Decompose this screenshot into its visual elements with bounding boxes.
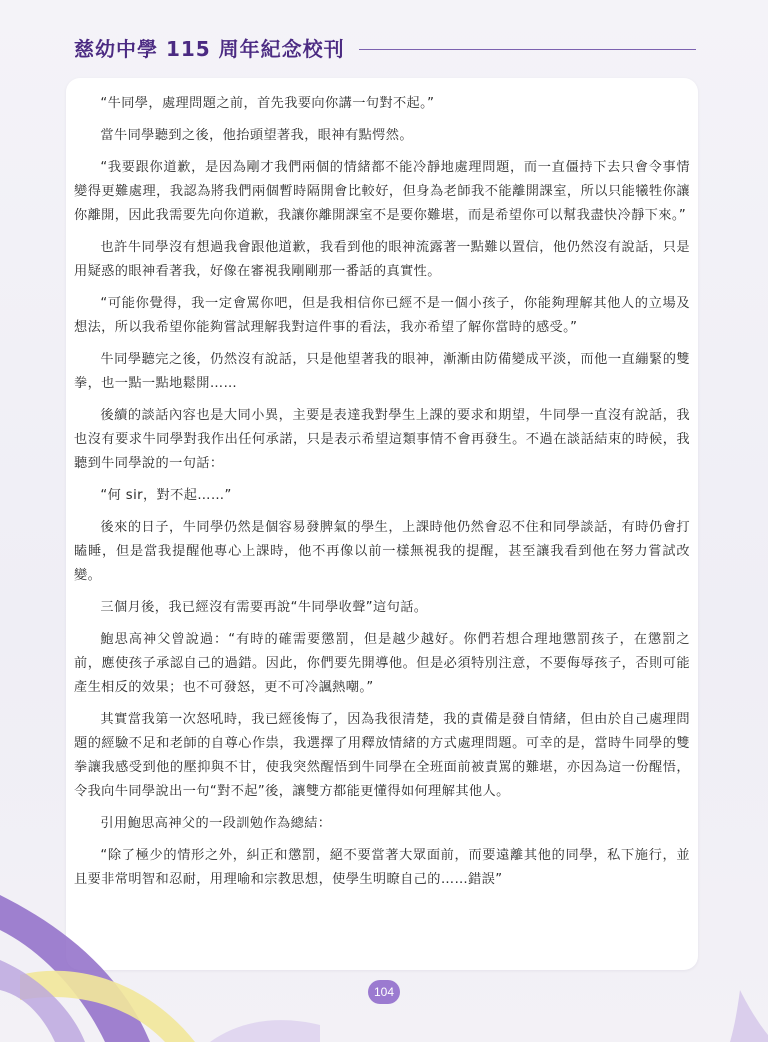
paragraph: “牛同學，處理問題之前，首先我要向你講一句對不起。”: [100, 96, 435, 111]
article-body: [74, 92, 690, 900]
paragraph: 其實當我第一次怒吼時，我已經後悔了，因為我很清楚，我的責備是發自情緒，但由於自己處理問題的經驗不足和老師的自尊心作祟，我選擇了用釋放情緒的方式處理問題。可幸的是，當時牛同學的雙拳讓我感受到他的壓抑與不甘，使我突然醒悟到牛同學在全班面前被責罵的難堪，亦因為這一份醒悟，令我向牛同學說出一句“對不起”後，讓雙方都能更懂得如何理解其他人。: [74, 712, 690, 799]
paragraph: 三個月後，我已經沒有需要再說“牛同學收聲”這句話。: [100, 600, 428, 615]
page-header: [74, 32, 696, 62]
paragraph: 當牛同學聽到之後，他抬頭望著我，眼神有點愕然。: [100, 128, 413, 143]
paragraph: “何 sir，對不起……”: [100, 488, 232, 503]
publication-title: 慈幼中學 115 周年紀念校刊: [74, 36, 345, 61]
paragraph: 後續的談話內容也是大同小異，主要是表達我對學生上課的要求和期望，牛同學一直沒有說話，我也沒有要求牛同學對我作出任何承諾，只是表示希望這類事情不會再發生。不過在談話結束的時候，我聽到牛同學說的一句話：: [74, 408, 690, 471]
paragraph: 鮑思高神父曾說過：“有時的確需要懲罰，但是越少越好。你們若想合理地懲罰孩子，在懲罰之前，應使孩子承認自己的過錯。因此，你們要先開導他。但是必須特別注意，不要侮辱孩子，否則可能產生相反的效果；也不可發怒，更不可冷諷熱嘲。”: [74, 632, 690, 695]
ribbon-light-purple: [210, 1020, 320, 1042]
paragraph: 後來的日子，牛同學仍然是個容易發脾氣的學生，上課時他仍然會忍不住和同學談話，有時仍會打瞌睡，但是當我提醒他專心上課時，他不再像以前一樣無視我的提醒，甚至讓我看到他在努力嘗試改變。: [74, 520, 690, 583]
paragraph: 引用鮑思高神父的一段訓勉作為總結：: [100, 816, 332, 831]
ribbon-lavender: [0, 960, 85, 1042]
paragraph: 也許牛同學沒有想過我會跟他道歉，我看到他的眼神流露著一點難以置信，他仍然沒有說話，只是用疑惑的眼神看著我，好像在審視我剛剛那一番話的真實性。: [74, 240, 690, 279]
paragraph: “我要跟你道歉，是因為剛才我們兩個的情緒都不能冷靜地處理問題，而一直僵持下去只會令事情變得更難處理，我認為將我們兩個暫時隔開會比較好，但身為老師我不能離開課室，所以只能犧牲你讓你離開，因此我需要先向你道歉，我讓你離開課室不是要你難堪，而是希望你可以幫我盡快冷靜下來。”: [74, 160, 690, 223]
ribbon-right-accent: [730, 990, 768, 1042]
page-number-badge: 104: [368, 980, 400, 1004]
paragraph: “除了極少的情形之外，糾正和懲罰，絕不要當著大眾面前，而要遠離其他的同學，私下施行，並且要非常明智和忍耐，用理喻和宗教思想，使學生明瞭自己的……錯誤”: [74, 848, 690, 887]
paragraph: “可能你覺得，我一定會罵你吧，但是我相信你已經不是一個小孩子，你能夠理解其他人的立場及想法，所以我希望你能夠嘗試理解我對這件事的看法，我亦希望了解你當時的感受。”: [74, 296, 690, 335]
paragraph: 牛同學聽完之後，仍然沒有說話，只是他望著我的眼神，漸漸由防備變成平淡，而他一直繃緊的雙拳，也一點一點地鬆開……: [74, 352, 690, 391]
ribbon-yellow: [20, 971, 195, 1042]
header-divider: [359, 49, 696, 50]
